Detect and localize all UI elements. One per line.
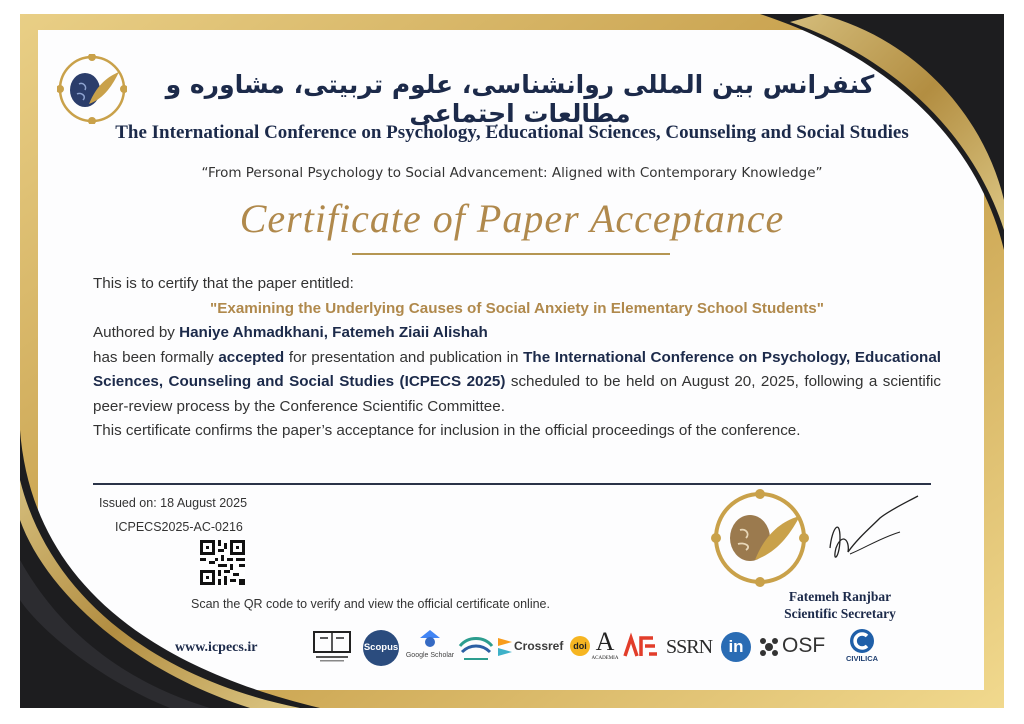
paper-title: "Examining the Underlying Causes of Social Anxiety in Elementary School Students" xyxy=(210,299,824,317)
qr-code[interactable] xyxy=(200,540,245,585)
authored-prefix: Authored by xyxy=(93,324,180,341)
certificate-body xyxy=(93,272,941,444)
indexing-logos xyxy=(308,628,883,668)
google-scholar-label: Google Scholar xyxy=(405,652,455,659)
website-link[interactable]: www.icpecs.ir xyxy=(175,640,258,655)
google-scholar-logo xyxy=(404,630,456,666)
scholar-cap-icon xyxy=(420,630,440,648)
qr-instructions: Scan the QR code to verify and view the official certificate online. xyxy=(191,597,550,611)
academia-letter: A xyxy=(595,627,615,656)
linkedin-logo xyxy=(721,632,751,662)
conference-title-persian: کنفرانس بین المللی روانشناسی، علوم تربیتی، مشاوره و مطالعات اجتماعی xyxy=(165,70,875,128)
signatory-name: Fatemeh Ranjbar xyxy=(788,589,892,604)
conference-logo xyxy=(57,54,127,124)
intro-text: This is to certify that the paper entitled: xyxy=(93,275,354,292)
doi-badge: doi xyxy=(570,636,590,656)
noormags-logo-icon xyxy=(623,632,659,662)
osf-icon xyxy=(758,636,780,658)
civilica-label: CIVILICA xyxy=(845,654,879,663)
scopus-label: Scopus xyxy=(363,642,399,653)
title-underline xyxy=(352,253,670,255)
body-part-3: scheduled to be held on August 20, 2025, following a scientific peer-review process by the Conference Scientific Committee. xyxy=(93,373,941,415)
signatory xyxy=(760,588,920,622)
conference-title-english: The International Conference on Psychology, Educational Sciences, Counseling and Social Studies xyxy=(115,122,909,143)
ssrn-logo: SSRN xyxy=(666,636,713,658)
acceptance-statement xyxy=(93,346,941,420)
crossref-label: Crossref xyxy=(514,639,564,653)
osf-label: OSF xyxy=(782,634,826,657)
academia-logo xyxy=(590,628,620,668)
magiran-logo-icon xyxy=(458,632,494,664)
linkedin-label: in xyxy=(728,637,744,656)
civilica-logo xyxy=(840,628,884,668)
accepted-word: accepted xyxy=(218,348,285,366)
conference-subtitle: “From Personal Psychology to Social Advancement: Aligned with Contemporary Knowledge” xyxy=(201,165,823,181)
crossref-icon xyxy=(498,638,512,656)
civilica-icon xyxy=(849,628,875,654)
signature-seal xyxy=(700,488,925,588)
signatory-role: Scientific Secretary xyxy=(784,606,896,621)
confirmation-text: This certificate confirms the paper’s acceptance for inclusion in the official proceedings of the conference. xyxy=(93,422,801,439)
conference-name: The International Conference on Psychology, Educational Sciences, Counseling and Social Studies (ICPECS 2025) xyxy=(93,348,941,390)
scopus-logo xyxy=(363,630,399,666)
body-part-1: has been formally xyxy=(93,348,219,366)
certificate-title: Certificate of Paper Acceptance xyxy=(239,196,785,241)
issue-date: Issued on: 18 August 2025 xyxy=(99,496,248,510)
body-part-2: for presentation and publication in xyxy=(284,348,524,366)
book-logo-icon xyxy=(310,630,354,664)
handwritten-signature xyxy=(830,496,918,557)
authors: Haniye Ahmadkhani, Fatemeh Ziaii Alishah xyxy=(179,324,488,341)
authors-line xyxy=(93,321,941,346)
academia-label: ACADEMIA xyxy=(591,656,619,661)
certificate-code: ICPECS2025-AC-0216 xyxy=(115,520,243,534)
divider xyxy=(93,483,931,485)
